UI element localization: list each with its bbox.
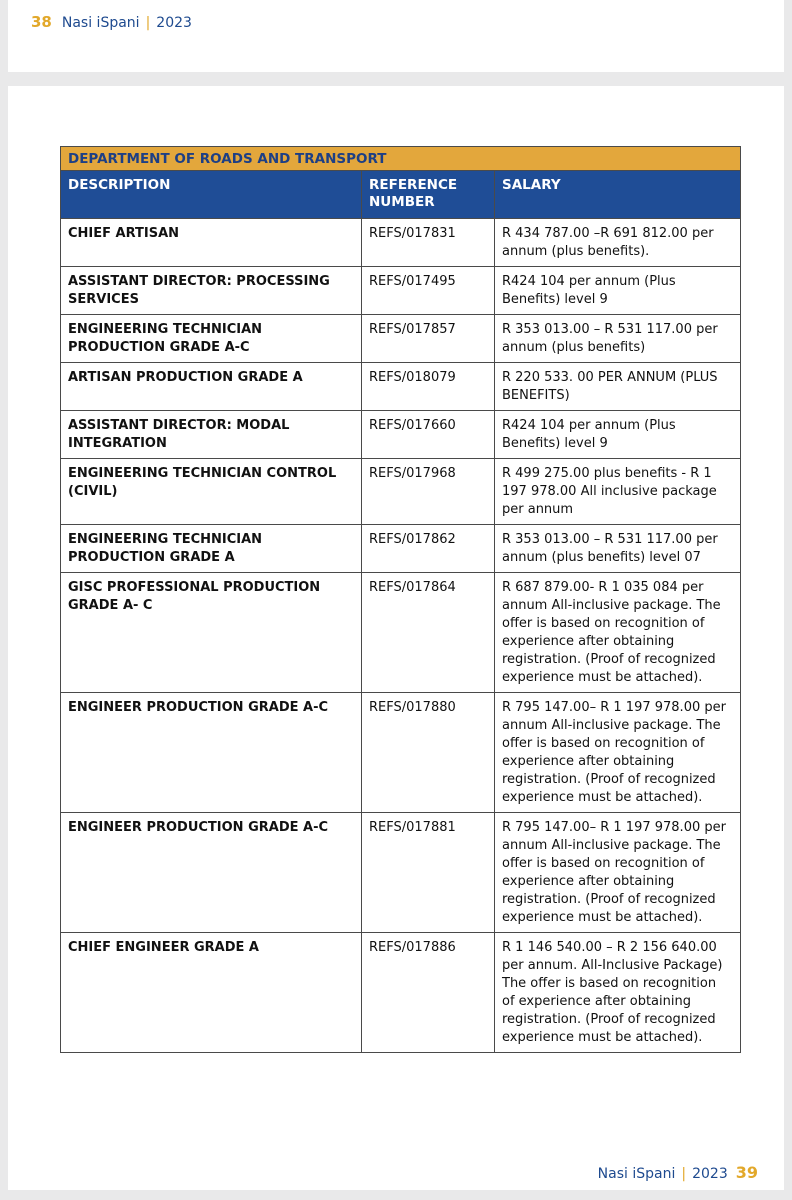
- table-row: [61, 267, 741, 315]
- cell-salary: R 353 013.00 – R 531 117.00 per annum (plus benefits): [495, 315, 741, 363]
- cell-description: CHIEF ARTISAN: [61, 219, 362, 267]
- cell-salary: R 1 146 540.00 – R 2 156 640.00 per annum. All-Inclusive Package) The offer is based on recognition of experience after obtaining registration. (Proof of recognized experience must be attached).: [495, 933, 741, 1053]
- cell-description: GISC PROFESSIONAL PRODUCTION GRADE A- C: [61, 573, 362, 693]
- cell-reference: REFS/017495: [362, 267, 495, 315]
- table-body: [61, 219, 741, 1053]
- page-number: 39: [735, 1163, 758, 1182]
- separator: |: [681, 1166, 687, 1182]
- cell-description: ASSISTANT DIRECTOR: MODAL INTEGRATION: [61, 411, 362, 459]
- cell-reference: REFS/017880: [362, 693, 495, 813]
- separator: |: [145, 15, 151, 31]
- publication-name: Nasi iSpani: [597, 1166, 676, 1182]
- cell-reference: REFS/017886: [362, 933, 495, 1053]
- cell-reference: REFS/017831: [362, 219, 495, 267]
- publication-name: Nasi iSpani: [61, 15, 140, 31]
- department-title: DEPARTMENT OF ROADS AND TRANSPORT: [61, 147, 741, 171]
- department-row: [61, 147, 741, 171]
- cell-description: ASSISTANT DIRECTOR: PROCESSING SERVICES: [61, 267, 362, 315]
- cell-salary: R424 104 per annum (Plus Benefits) level 9: [495, 267, 741, 315]
- table-row: [61, 219, 741, 267]
- column-header-salary: SALARY: [495, 171, 741, 219]
- cell-reference: REFS/017862: [362, 525, 495, 573]
- previous-page: [8, 0, 784, 72]
- publication-year: 2023: [692, 1166, 728, 1182]
- cell-reference: REFS/017864: [362, 573, 495, 693]
- cell-salary: R 220 533. 00 PER ANNUM (PLUS BENEFITS): [495, 363, 741, 411]
- cell-description: ENGINEER PRODUCTION GRADE A-C: [61, 813, 362, 933]
- cell-salary: R 353 013.00 – R 531 117.00 per annum (plus benefits) level 07: [495, 525, 741, 573]
- page-number: 38: [31, 13, 52, 31]
- cell-description: ENGINEERING TECHNICIAN PRODUCTION GRADE A: [61, 525, 362, 573]
- column-header-row: [61, 171, 741, 219]
- table-row: [61, 933, 741, 1053]
- cell-salary: R 795 147.00– R 1 197 978.00 per annum All-inclusive package. The offer is based on recognition of experience after obtaining registration. (Proof of recognized experience must be attached).: [495, 693, 741, 813]
- cell-salary: R 687 879.00- R 1 035 084 per annum All-inclusive package. The offer is based on recognition of experience after obtaining registration. (Proof of recognized experience must be attached).: [495, 573, 741, 693]
- cell-reference: REFS/017660: [362, 411, 495, 459]
- column-header-description: DESCRIPTION: [61, 171, 362, 219]
- table-row: [61, 525, 741, 573]
- cell-description: CHIEF ENGINEER GRADE A: [61, 933, 362, 1053]
- table-row: [61, 459, 741, 525]
- publication-year: 2023: [156, 15, 192, 31]
- cell-reference: REFS/018079: [362, 363, 495, 411]
- cell-description: ENGINEERING TECHNICIAN CONTROL (CIVIL): [61, 459, 362, 525]
- cell-reference: REFS/017881: [362, 813, 495, 933]
- cell-description: ENGINEER PRODUCTION GRADE A-C: [61, 693, 362, 813]
- page-footer: [598, 1163, 758, 1182]
- current-page: [8, 86, 784, 1190]
- table-row: [61, 693, 741, 813]
- cell-reference: REFS/017968: [362, 459, 495, 525]
- cell-description: ARTISAN PRODUCTION GRADE A: [61, 363, 362, 411]
- vacancy-table: [60, 146, 741, 1053]
- cell-salary: R424 104 per annum (Plus Benefits) level 9: [495, 411, 741, 459]
- table-row: [61, 363, 741, 411]
- table-row: [61, 573, 741, 693]
- page-header: [31, 13, 192, 31]
- cell-reference: REFS/017857: [362, 315, 495, 363]
- table-row: [61, 813, 741, 933]
- cell-salary: R 795 147.00– R 1 197 978.00 per annum All-inclusive package. The offer is based on recognition of experience after obtaining registration. (Proof of recognized experience must be attached).: [495, 813, 741, 933]
- column-header-reference: REFERENCE NUMBER: [362, 171, 495, 219]
- table-row: [61, 411, 741, 459]
- table-row: [61, 315, 741, 363]
- cell-description: ENGINEERING TECHNICIAN PRODUCTION GRADE A-C: [61, 315, 362, 363]
- cell-salary: R 499 275.00 plus benefits - R 1 197 978.00 All inclusive package per annum: [495, 459, 741, 525]
- cell-salary: R 434 787.00 –R 691 812.00 per annum (plus benefits).: [495, 219, 741, 267]
